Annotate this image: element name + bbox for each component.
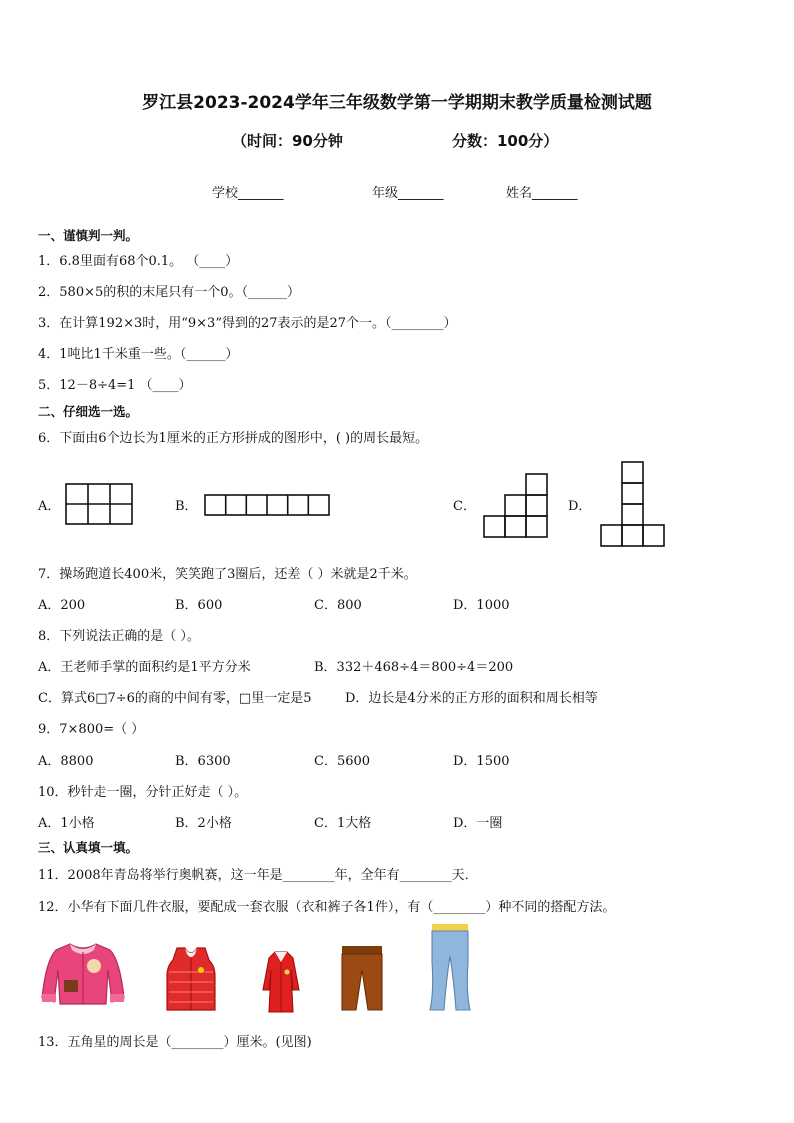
question-11: 11．2008年青岛将举行奥帆赛，这一年是________年，全年有________天． — [38, 868, 478, 883]
question-13: 13．五角星的周长是（________）厘米。(见图) — [38, 1035, 312, 1050]
q9-option-b: B．6300 — [175, 754, 231, 769]
q10-option-b: B．2小格 — [175, 816, 232, 831]
q10-option-c: C．1大格 — [314, 816, 372, 831]
section-2-heading: 二、仔细选一选。 — [38, 404, 139, 419]
pink-jacket-icon — [40, 940, 126, 1006]
q7-option-b: B．600 — [175, 598, 223, 613]
q9-option-a: A．8800 — [38, 754, 94, 769]
exam-time: （时间：90分钟 — [232, 132, 343, 150]
q10-option-a: A．1小格 — [38, 816, 95, 831]
section-1-heading: 一、谨慎判一判。 — [38, 228, 139, 243]
q9-option-d: D．1500 — [453, 754, 510, 769]
page-title: 罗江县2023-2024学年三年级数学第一学期期末教学质量检测试题 — [142, 93, 652, 113]
question-8: 8．下列说法正确的是（ ）。 — [38, 629, 200, 644]
q6-option-d-label: D． — [568, 499, 592, 514]
q7-option-c: C．800 — [314, 598, 362, 613]
name-field: 姓名_______ — [506, 186, 578, 201]
q6-option-c-label: C． — [453, 499, 476, 514]
question-4: 4．1吨比1千米重一些。（______） — [38, 347, 239, 362]
q6-figure-d — [600, 461, 666, 549]
question-2: 2．580×5的积的末尾只有一个0。（______） — [38, 285, 301, 300]
q6-figure-a — [65, 483, 133, 525]
q6-option-a-label: A． — [38, 499, 61, 514]
question-3: 3．在计算192×3时，用“9×3”得到的27表示的是27个一。（________） — [38, 316, 457, 331]
question-1: 1．6.8里面有68个0.1。 （____） — [38, 254, 239, 269]
question-12: 12．小华有下面几件衣服，要配成一套衣服（衣和裤子各1件），有（________）种不同的搭配方法。 — [38, 900, 616, 915]
exam-score: 分数：100分） — [452, 132, 559, 150]
school-field: 学校_______ — [212, 186, 284, 201]
brown-pants-icon — [340, 944, 384, 1012]
q8-option-d: D．边长是4分米的正方形的面积和周长相等 — [345, 691, 598, 706]
q7-option-d: D．1000 — [453, 598, 510, 613]
question-7: 7．操场跑道长400米，笑笑跑了3圈后，还差（ ）米就是2千米。 — [38, 567, 417, 582]
red-vest-icon — [163, 946, 219, 1012]
question-9: 9．7×800=（ ） — [38, 722, 145, 737]
q9-option-c: C．5600 — [314, 754, 371, 769]
q8-option-a: A．王老师手掌的面积约是1平方分米 — [38, 660, 251, 675]
q6-figure-b — [204, 494, 330, 516]
grade-field: 年级_______ — [372, 186, 444, 201]
q8-option-c: C．算式6□7÷6的商的中间有零，□里一定是5 — [38, 691, 312, 706]
q6-option-b-label: B． — [175, 499, 198, 514]
question-10: 10．秒针走一圈，分针正好走（ ）。 — [38, 785, 248, 800]
q7-option-a: A．200 — [38, 598, 86, 613]
section-3-heading: 三、认真填一填。 — [38, 840, 139, 855]
question-5: 5．12－8÷4=1 （____） — [38, 378, 192, 393]
question-6: 6．下面由6个边长为1厘米的正方形拼成的图形中，( )的周长最短。 — [38, 431, 429, 446]
q10-option-d: D．一圈 — [453, 816, 503, 831]
q6-figure-c — [483, 473, 549, 539]
q8-option-b: B．332＋468÷4＝800÷4＝200 — [314, 660, 514, 675]
blue-jeans-icon — [428, 922, 472, 1012]
red-coat-icon — [261, 950, 301, 1014]
